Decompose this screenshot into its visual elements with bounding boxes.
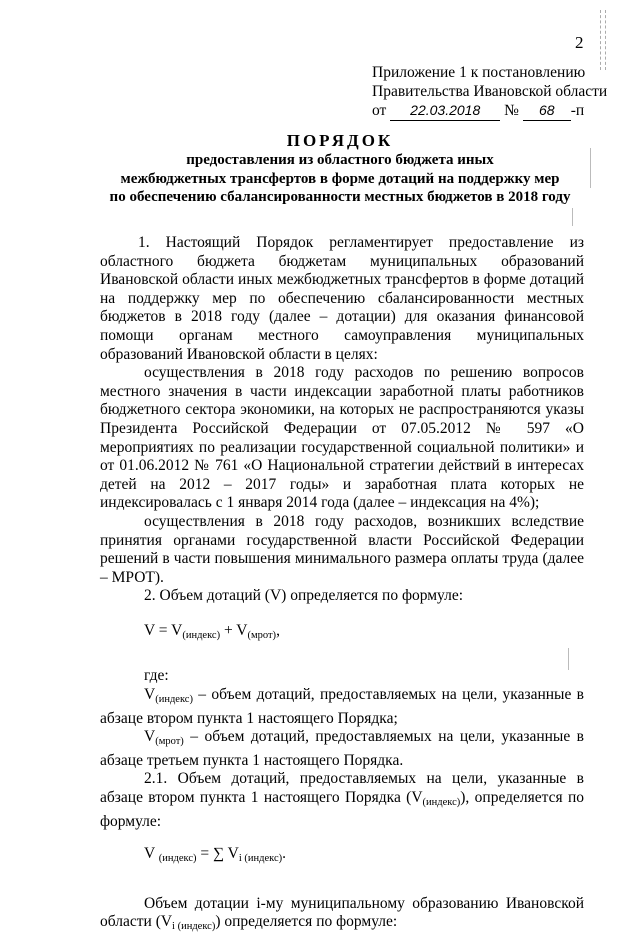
subtitle-line-2: межбюджетных трансфертов в форме дотаций на поддержку мер [120, 170, 560, 187]
definition-mrot: $V_{(мрот)}$ – объем дотаций, предоставляемых на цели, указанные в абзаце третьем пункта 1 настоящего Порядка. [100, 728, 584, 769]
appendix-header [372, 63, 607, 121]
page-number: 2 [575, 33, 584, 52]
document-subtitle [100, 151, 580, 207]
appendix-date-line [372, 101, 607, 121]
scan-binding-mark [590, 148, 591, 188]
paragraph-2: 2. Объем дотаций (V) определяется по формуле: [144, 587, 464, 605]
paragraph-mrot: осуществления в 2018 году расходов, возникших вследствие принятия органами государственной власти Российской Федерации решений в части повышения минимального размера оплаты труда (далее – МРОТ). [100, 512, 584, 586]
appendix-line-2: Правительства Ивановской области [372, 83, 608, 100]
subtitle-line-3: по обеспечению сбалансированности местных бюджетов в 2018 году [109, 189, 571, 205]
where-label: где: [144, 667, 169, 685]
number-label: № [504, 102, 519, 119]
definition-index: $V_{(индекс)}$ – объем дотаций, предоставляемых на цели, указанные в абзаце втором пункта 1 настоящего Порядка; [100, 686, 584, 727]
subtitle-line-1: предоставления из областного бюджета иных [186, 152, 494, 168]
appendix-line-1: Приложение 1 к постановлению [372, 64, 586, 81]
scan-binding-line [605, 10, 606, 70]
formula-index: V $_{(индекс)}$ = ∑ $V_{i (индекс)}$. [144, 845, 287, 865]
paragraph-municipality: Объем дотации i-му муниципальному образованию Ивановской области $(V_{i (индекс)})$ определяется по формуле: [100, 894, 584, 933]
paragraph-2-1: 2.1. Объем дотаций, предоставляемых на цели, указанные в абзаце втором пункта 1 настоящего Порядка $(V_{(индекс)})$, определяется по формуле: [100, 770, 584, 830]
paragraph-indexation: осуществления в 2018 году расходов по решению вопросов местного значения в части индексации заработной платы работников бюджетного сектора экономики, на которых не распространяются указы Президента Российской Федерации от 07.05.2012 № 597 «О мероприятиях по реализации государственной социальной политики» и от 01.06.2012 № 761 «О Национальной стратегии действий в интересах детей на 2012 – 2017 годы» и заработная плата которых не индексировалась с 1 января 2014 года (далее – индексация на 4%); [100, 364, 584, 512]
handwritten-date: 22.03.2018 [390, 101, 500, 121]
formula-total: $V = V_{(индекс)} + V_{(мрот)}$, [144, 621, 280, 641]
scan-binding-mark [572, 208, 573, 226]
paragraph-1: 1. Настоящий Порядок регламентирует предоставление из областного бюджета бюджетам муниципальных образований Ивановской области иных межбюджетных трансфертов в форме дотаций на поддержку мер по обеспечению сбалансированности местных бюджетов в 2018 году (далее – дотации) для оказания финансовой помощи органам местного самоуправления муниципальных образований Ивановской области в целях: [100, 234, 584, 363]
document-body [100, 234, 584, 937]
from-label: от [372, 102, 387, 119]
document-title: ПОРЯДОК [286, 131, 394, 150]
number-suffix: -п [570, 102, 585, 119]
handwritten-number: 68 [523, 101, 571, 121]
scan-binding-line [600, 10, 601, 70]
